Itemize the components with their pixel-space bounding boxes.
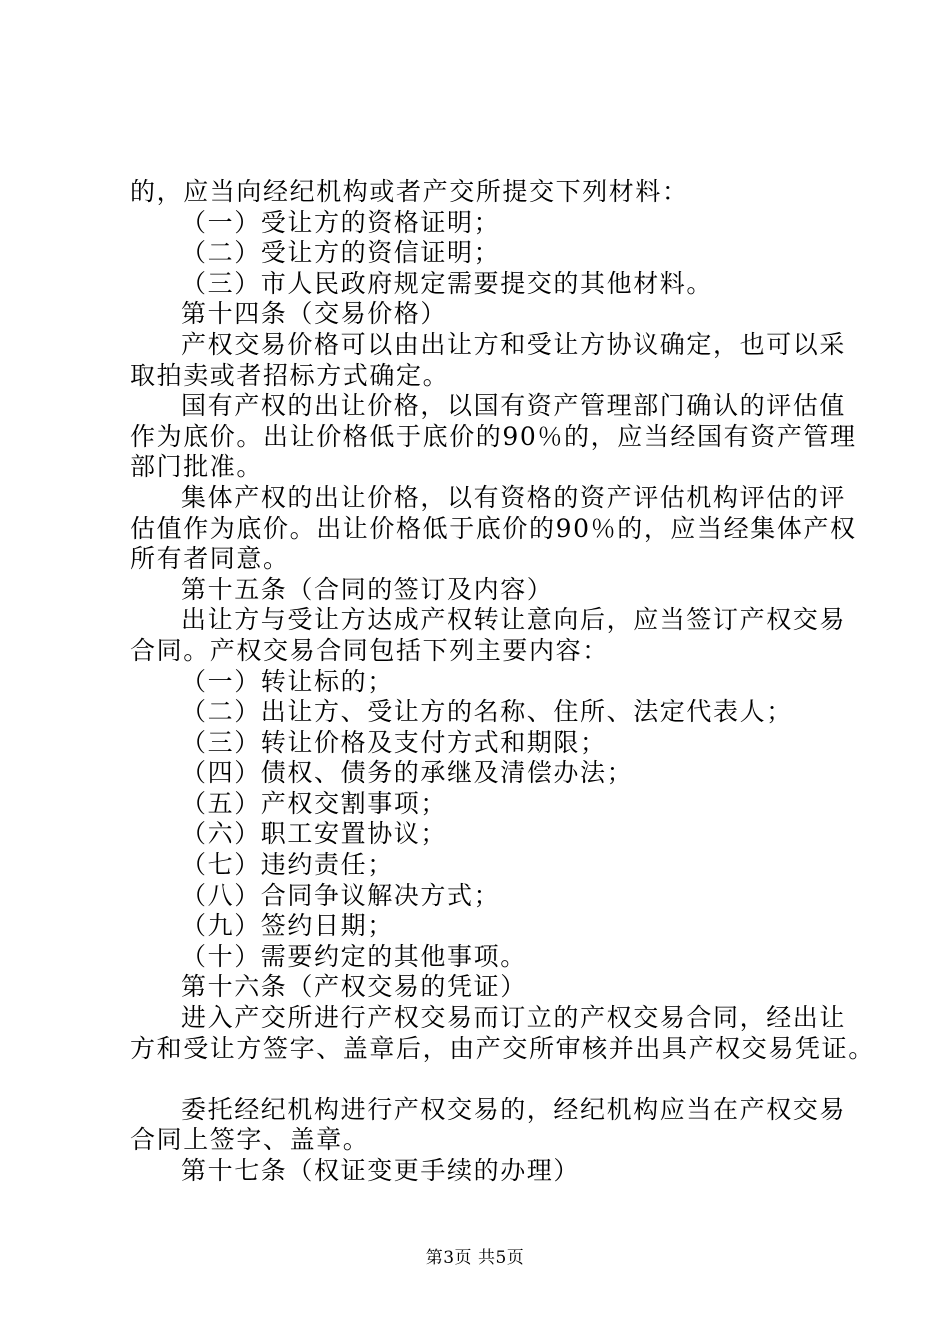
text-line: （十）需要约定的其他事项。	[181, 941, 527, 971]
text-line: （八）合同争议解决方式；	[181, 880, 501, 910]
text-line: 合同上签字、盖章。	[130, 1125, 370, 1155]
text-line: （三）市人民政府规定需要提交的其他材料。	[181, 268, 714, 298]
text-line: （九）签约日期；	[181, 911, 394, 941]
text-line: （二）出让方、受让方的名称、住所、法定代表人；	[181, 697, 793, 727]
text-line: （一）转让标的；	[181, 666, 394, 696]
text-line: 第十七条（权证变更手续的办理）	[181, 1156, 581, 1185]
text-line: 产权交易价格可以由出让方和受让方协议确定，也可以采	[181, 329, 847, 359]
text-line: 取拍卖或者招标方式确定。	[130, 360, 450, 390]
text-line: 方和受让方签字、盖章后，由产交所审核并出具产权交易凭证。	[130, 1033, 875, 1063]
text-line: 进入产交所进行产权交易而订立的产权交易合同，经出让	[181, 1003, 847, 1033]
text-line: 第十五条（合同的签订及内容）	[181, 574, 554, 604]
text-line: （七）违约责任；	[181, 850, 394, 880]
text-line: 委托经纪机构进行产权交易的，经纪机构应当在产权交易	[181, 1094, 847, 1124]
text-line: 作为底价。出让价格低于底价的90％的，应当经国有资产管理	[130, 421, 857, 451]
blank-line	[130, 1064, 840, 1095]
text-line: 集体产权的出让价格，以有资格的资产评估机构评估的评	[181, 482, 847, 512]
text-line: 国有产权的出让价格，以国有资产管理部门确认的评估值	[181, 391, 847, 421]
text-line: （二）受让方的资信证明；	[181, 238, 501, 268]
text-line: （四）债权、债务的承继及清偿办法；	[181, 758, 634, 788]
text-line: （五）产权交割事项；	[181, 788, 448, 818]
document-body	[130, 177, 875, 1187]
text-line: 所有者同意。	[130, 544, 290, 574]
page-footer: 第3页 共5页	[425, 1248, 525, 1268]
text-line: 部门批准。	[130, 452, 264, 482]
text-line: 估值作为底价。出让价格低于底价的90％的，应当经集体产权	[130, 513, 857, 543]
text-line: （六）职工安置协议；	[181, 819, 448, 849]
text-line: 第十六条（产权交易的凭证）	[181, 972, 527, 1002]
text-line: 出让方与受让方达成产权转让意向后，应当签订产权交易	[181, 605, 847, 635]
text-line: （三）转让价格及支付方式和期限；	[181, 727, 607, 757]
text-line: 的，应当向经纪机构或者产交所提交下列材料：	[130, 177, 689, 206]
text-line: 合同。产权交易合同包括下列主要内容：	[130, 635, 609, 665]
text-line: （一）受让方的资格证明；	[181, 207, 501, 237]
text-line: 第十四条（交易价格）	[181, 299, 448, 329]
